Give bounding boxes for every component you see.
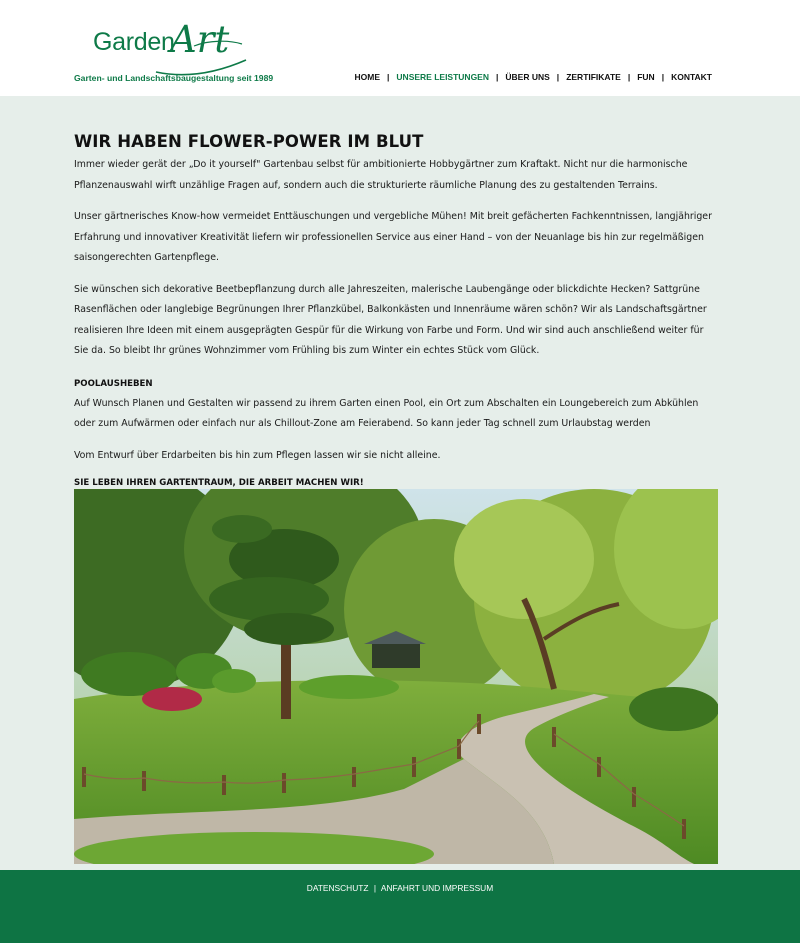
nav-unsere-leistungen[interactable]: UNSERE LEISTUNGEN [396, 72, 489, 82]
services-paragraph: Sie wünschen sich dekorative Beetbepflanzung durch alle Jahreszeiten, malerische Laubengänge oder blickdichte Hecken? Sattgrüne Rasenflächen oder langlebige Begrünungen Ihrer Pflanzkübel, Balkonkästen und Innenräume wären schön? Wir als Landschaftsgärtner realisieren Ihre Ideen mit einem ausgeprägten Gespür für die Wirkung von Farbe und Form. Und wir sind auch anschließend weiter für Sie da. So bleibt Ihr grünes Wohnzimmer vom Frühling bis zum Winter ein echtes Stück vom Glück. [74, 283, 707, 356]
footer-separator: | [373, 883, 377, 893]
logo-word-garden: Garden [93, 28, 175, 56]
nav-separator: | [387, 72, 390, 82]
main-nav [355, 72, 712, 82]
intro-paragraph: Immer wieder gerät der „Do it yourself" Gartenbau selbst für ambitionierte Hobbygärtner zum Kraftakt. Nicht nur die harmonische Pflanzenauswahl wirft unzählige Fragen auf, sondern auch die strukturierte räumliche Planung des zu gestaltenden Terrains. [74, 159, 688, 191]
logo-swoosh-icon [154, 38, 249, 78]
pool-paragraph: Auf Wunsch Planen und Gestalten wir passend zu ihrem Garten einen Pool, ein Ort zum Abschalten ein Loungebereich zum Abkühlen oder zum Aufwärmen oder einfach nur als Chillout-Zone am Feierabend. So kann jeder Tag schnell zum Urlaubstag werden [74, 397, 699, 429]
nav-ueber-uns[interactable]: ÜBER UNS [505, 72, 550, 82]
nav-separator: | [556, 72, 560, 82]
main-content [74, 132, 720, 488]
site-footer [0, 870, 800, 943]
logo[interactable] [74, 18, 274, 84]
nav-zertifikate[interactable]: ZERTIFIKATE [566, 72, 621, 82]
closing-heading: SIE LEBEN IHREN GARTENTRAUM, DIE ARBEIT MACHEN WIR! [74, 478, 364, 488]
logo-tagline: Garten- und Landschaftsbaugestaltung seit 1989 [74, 73, 274, 83]
garden-photo [74, 489, 718, 864]
garden-photo-illustration [74, 489, 718, 864]
footer-link-datenschutz[interactable]: DATENSCHUTZ [306, 883, 369, 893]
nav-home[interactable]: HOME [354, 72, 381, 82]
footer-link-anfahrt-impressum[interactable]: ANFAHRT UND IMPRESSUM [380, 883, 494, 893]
nav-kontakt[interactable]: KONTAKT [671, 72, 712, 82]
logo-word-art: Art [170, 18, 230, 61]
pool-support-paragraph: Vom Entwurf über Erdarbeiten bis hin zum Pflegen lassen wir sie nicht alleine. [74, 449, 441, 461]
knowhow-paragraph: Unser gärtnerisches Know-how vermeidet Enttäuschungen und vergebliche Mühen! Mit breit gefächerten Fachkenntnissen, langjähriger Erfahrung und innovativer Kreativität liefern wir professionellen Service aus einer Hand – von der Neuanlage bis hin zur regelmäßigen saisongerechten Gartenpflege. [74, 211, 712, 263]
nav-separator: | [496, 72, 499, 82]
nav-separator: | [627, 72, 631, 82]
site-header [0, 0, 800, 96]
footer-links [0, 883, 800, 893]
pool-heading: POOLAUSHEBEN [74, 378, 153, 389]
nav-separator: | [661, 72, 665, 82]
nav-fun[interactable]: FUN [637, 72, 655, 82]
page-title: WIR HABEN FLOWER-POWER IM BLUT [74, 132, 424, 151]
